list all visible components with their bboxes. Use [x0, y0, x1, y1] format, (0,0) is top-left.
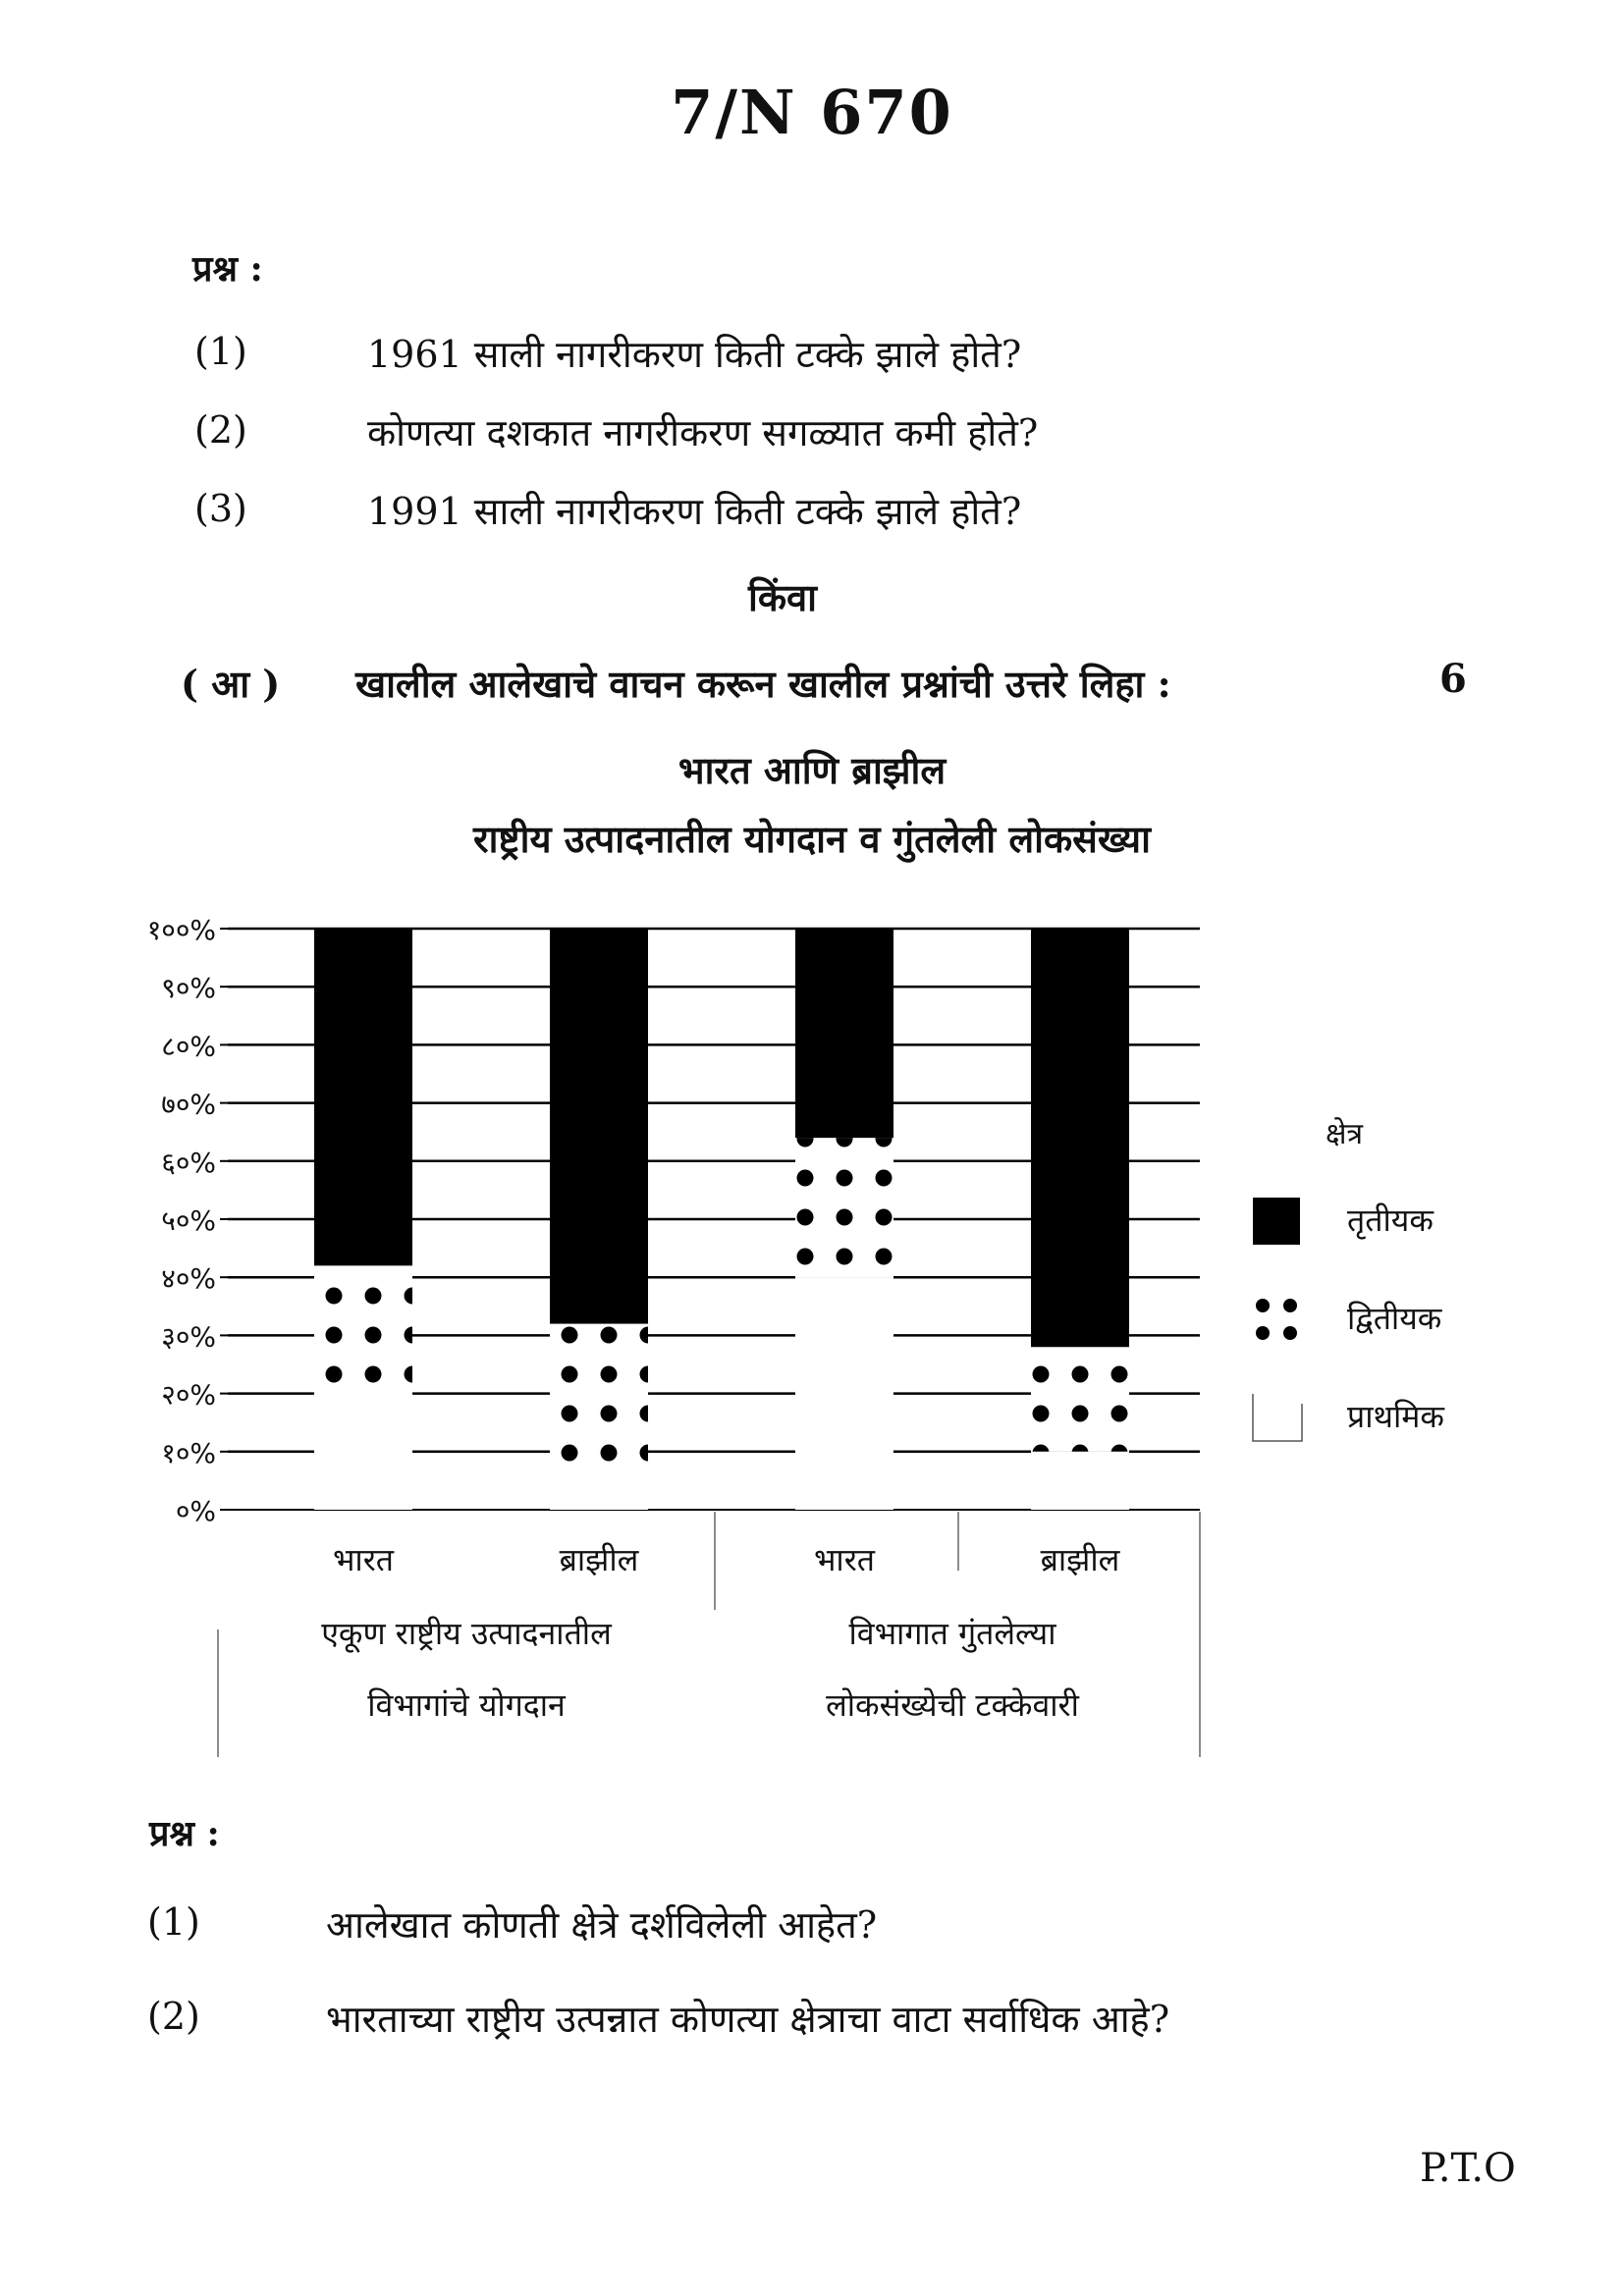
y-tick-label: ७०%	[161, 1088, 216, 1121]
y-tick-label: ४०%	[161, 1262, 216, 1296]
y-tick-label: ०%	[175, 1495, 216, 1527]
question-1-number: (1)	[194, 330, 247, 373]
question-b1-number: (1)	[147, 1900, 200, 1944]
category-label: ब्राझील	[559, 1541, 639, 1578]
y-tick-label: १०%	[161, 1436, 216, 1469]
bar-segment	[795, 1138, 893, 1277]
page-turn-over: P.T.O	[1420, 2146, 1516, 2191]
category-label: ब्राझील	[1040, 1541, 1120, 1578]
legend-dot	[1256, 1326, 1270, 1340]
primary-segment-mask	[795, 1277, 893, 1508]
bar-segment	[550, 929, 648, 1324]
y-tick-label: ६०%	[161, 1146, 216, 1179]
y-axis	[147, 914, 228, 1527]
legend-label: प्राथमिक	[1347, 1398, 1444, 1435]
chart-subtitle: राष्ट्रीय उत्पादनातील योगदान व गुंतलेली लोकसंख्या	[473, 817, 1151, 861]
legend-swatch-tertiary	[1253, 1198, 1300, 1245]
legend-label: द्वितीयक	[1347, 1300, 1442, 1337]
group-label-line1: एकूण राष्ट्रीय उत्पादनातील	[321, 1615, 612, 1652]
bar-segment	[550, 1324, 648, 1475]
legend-dot	[1256, 1299, 1270, 1312]
question-2-number: (2)	[194, 408, 247, 452]
group-label-line2: लोकसंख्येची टक्केवारी	[826, 1686, 1079, 1724]
bar-segment	[1031, 1347, 1129, 1452]
primary-segment-mask	[314, 1405, 412, 1508]
category-label: भारत	[332, 1541, 395, 1578]
y-tick-label: ५०%	[161, 1204, 216, 1237]
bar-segment	[314, 1265, 412, 1405]
question-2-text: कोणत्या दशकात नागरीकरण सगळ्यात कमी होते?	[367, 411, 1039, 454]
group-label-line2: विभागांचे योगदान	[367, 1686, 566, 1724]
category-labels	[218, 1512, 1200, 1757]
stacked-bar-chart	[0, 883, 1624, 1767]
question-1-text: 1961 साली नागरीकरण किती टक्के झाले होते?	[367, 333, 1022, 376]
section-instruction: खालील आलेखाचे वाचन करून खालील प्रश्नांची उत्तरे लिहा :	[355, 662, 1171, 706]
y-tick-label: १००%	[146, 914, 216, 946]
y-tick-label: ९०%	[161, 972, 216, 1005]
category-label: भारत	[813, 1541, 876, 1578]
legend-title: क्षेत्र	[1326, 1117, 1364, 1151]
bar-segment	[314, 929, 412, 1265]
bar-segment	[1031, 929, 1129, 1347]
questions-heading: प्रश्न :	[192, 248, 263, 290]
legend-dot	[1283, 1326, 1297, 1340]
legend	[1253, 1117, 1445, 1441]
section-marks: 6	[1439, 656, 1467, 702]
question-3-text: 1991 साली नागरीकरण किती टक्के झाले होते?	[367, 490, 1022, 533]
y-tick-label: ८०%	[161, 1030, 216, 1063]
primary-segment-mask	[1031, 1452, 1129, 1508]
primary-segment-mask	[550, 1474, 648, 1508]
or-separator: किंवा	[748, 575, 817, 619]
legend-label: तृतीयक	[1347, 1201, 1434, 1239]
chart-title: भारत आणि ब्राझील	[677, 748, 947, 792]
section-marker: ( आ )	[181, 662, 281, 706]
legend-dot	[1283, 1299, 1297, 1312]
bar-segment	[795, 929, 893, 1138]
question-3-number: (3)	[194, 487, 247, 530]
y-tick-label: २०%	[161, 1378, 216, 1412]
question-b2-text: भारताच्या राष्ट्रीय उत्पन्नात कोणत्या क्षेत्राचा वाटा सर्वाधिक आहे?	[326, 1998, 1170, 2041]
paper-code: 7/N 670	[671, 77, 953, 148]
question-b1-text: आलेखात कोणती क्षेत्रे दर्शविलेली आहेत?	[326, 1903, 878, 1947]
group-label-line1: विभागात गुंतलेल्या	[848, 1615, 1056, 1652]
y-tick-label: ३०%	[161, 1320, 216, 1354]
questions-heading-2: प्रश्न :	[149, 1813, 220, 1854]
legend-swatch-primary	[1253, 1394, 1302, 1441]
question-b2-number: (2)	[147, 1995, 200, 2038]
